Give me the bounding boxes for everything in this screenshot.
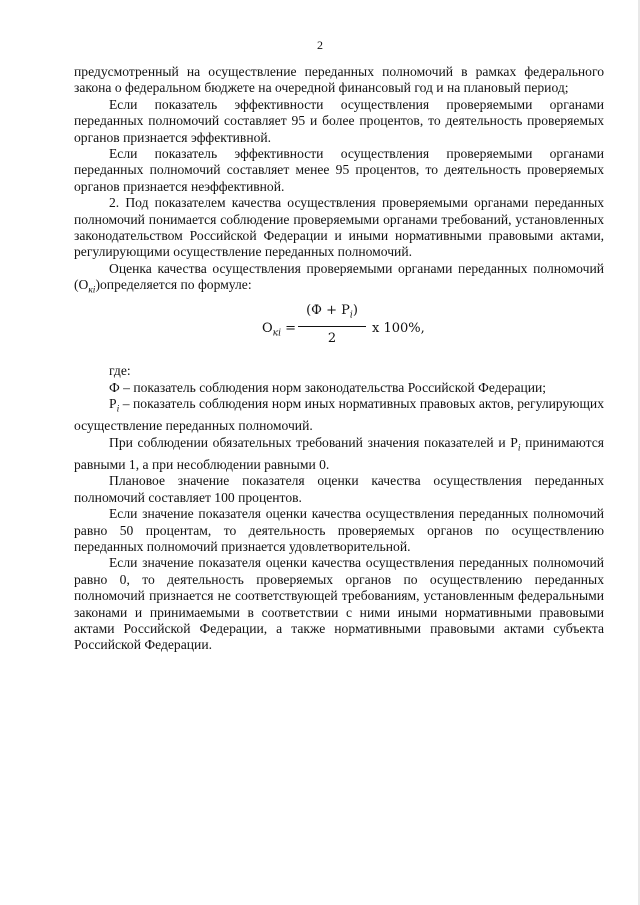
formula-lhs-symbol: O [262,321,273,337]
paragraph-inefficient-criterion: Если показатель эффективности осуществления проверяемыми органами переданных полномочий составляет менее 95 процентов, то деятельность проверяемых органов признается неэффективной. [74,146,604,194]
page-number: 2 [317,38,323,52]
paragraph-efficient-criterion: Если показатель эффективности осуществления проверяемыми органами переданных полномочий составляет 95 и более процентов, то деятельность проверяемых органов признается эффективной. [74,96,604,145]
pi-symbol: P [109,396,117,412]
values-rule-subscript: i [517,443,521,454]
formula-numerator [296,303,368,326]
formula-intro-tail: )определяется по формуле: [95,277,252,293]
paragraph-phi-definition: Ф – показатель соблюдения норм законодательства Российской Федерации; [109,379,547,395]
paragraph-where: где: [109,363,131,379]
paragraph-continuation: предусмотренный на осуществление переданных полномочий в рамках федерального закона о федеральном бюджете на очередной финансовый год и на плановый период; [74,64,604,96]
paragraph-pi-definition [74,396,604,435]
paragraph-satisfactory: Если значение показателя оценки качества осуществления переданных полномочий равно 50 процентам, то деятельность проверяемых органов по осуществлению переданных полномочий признается удовлетворительной. [74,506,604,554]
paragraph-noncompliant: Если значение показателя оценки качества осуществления переданных полномочий равно 0, то деятельность проверяемых органов по осуществлению переданных полномочий признается не соответствующей требованиям, установленным федеральными законами и принимаемыми в соответствии с ними иными нормативными правовыми актами Российской Федерации, а также нормативными правовыми актами субъекта Российской Федерации. [74,555,604,653]
values-rule-tail: принимаются равными 1, а при несоблюдении равными 0. [74,434,604,472]
formula-numerator-close: ) [352,303,358,319]
formula-lhs-subscript: кi [272,329,282,339]
values-rule-text: При соблюдении обязательных требований значения показателей и P [109,434,518,450]
formula-numerator-subscript: i [349,311,353,321]
formula-fraction [296,303,368,347]
formula-equals: = [281,321,297,337]
quality-formula [74,303,604,361]
paragraph-quality-formula-intro [74,261,604,300]
paragraph-values-rule [74,435,604,474]
paragraph-quality-definition: 2. Под показателем качества осуществления проверяемыми органами переданных полномочий понимается соблюдение проверяемыми органами требований, установленных законодательством Российской Федерации и иными нормативными правовыми актами, регулирующими осуществление переданных полномочий. [74,195,604,260]
formula-lhs [262,321,296,342]
formula-rhs: x 100%, [372,321,425,337]
document-body [74,64,604,654]
formula-numerator-text: (Ф + P [306,303,350,319]
formula-denominator: 2 [327,331,337,347]
pi-definition-text: – показатель соблюдения норм иных нормативных правовых актов, регулирующих осуществление переданных полномочий. [74,396,604,434]
formula-intro-subscript: кi [88,286,96,296]
pi-subscript: i [116,404,120,415]
paragraph-planned-value: Плановое значение показателя оценки качества осуществления переданных полномочий составляет 100 процентов. [74,473,604,505]
formula-intro-text: Оценка качества осуществления проверяемыми органами переданных полномочий (O [74,260,604,293]
